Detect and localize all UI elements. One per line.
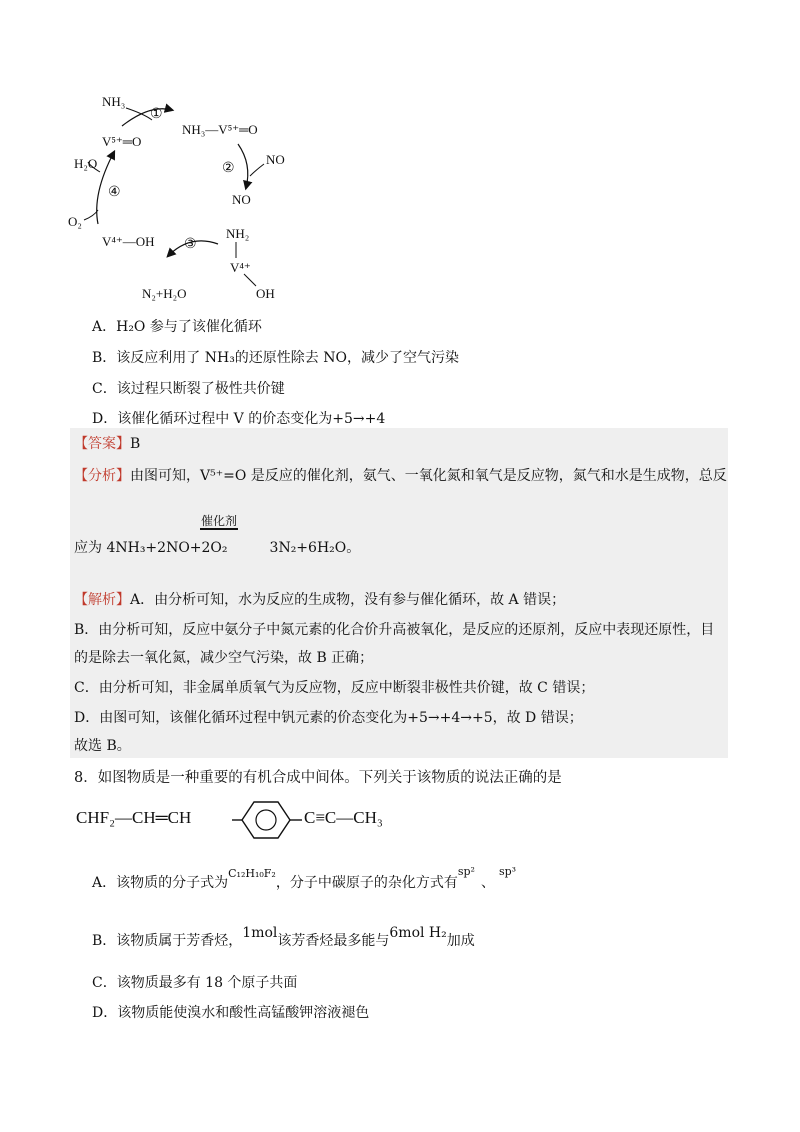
step2-label: ② [222,161,235,176]
q8-a-mid: ，分子中碳原子的杂化方式有 [275,875,458,891]
explain-line-b1: B．由分析可知，反应中氨分子中氮元素的化合价升高被氧化，是反应的还原剂，反应中表现还原性，目 [74,622,715,638]
arrow-nh3-in [126,108,152,120]
answer-value: B [130,436,141,452]
q8-b-mid: 该芳香烃最多能与 [277,933,390,949]
q7-option-b: B．该反应利用了 NH₃的还原性除去 NO，减少了空气污染 [92,350,459,366]
step4-label: ④ [108,185,121,200]
formula-right: C≡C—CH₃ [304,808,383,827]
arrow-no-in [250,164,264,176]
analysis-equation-left: 应为 4NH₃+2NO+2O₂ [74,540,228,556]
v4-node: V⁴⁺ [230,260,251,275]
q8-option-b [92,925,475,950]
q8-option-c: C．该物质最多有 18 个原子共面 [92,975,298,991]
step1-label: ① [150,107,163,122]
arrow-o2-in [84,210,98,220]
explain-line-b2: 的是除去一氧化氮，减少空气污染，故 B 正确； [74,650,374,666]
analysis-line-2 [74,538,360,558]
analysis-equation-right: 3N₂+6H₂O。 [269,540,361,556]
n2-h2o-product: N₂+H₂O [142,286,187,301]
q7-option-c: C．该过程只断裂了极性共价键 [92,381,285,397]
no-reactant: NO [266,152,285,167]
explain-line-d: D．由图可知，该催化循环过程中钒元素的价态变化为+5→+4→+5，故 D 错误； [74,710,583,726]
answer-line [74,434,140,454]
q7-option-d: D．该催化循环过程中 V 的价态变化为+5→+4 [92,411,386,427]
bond-v4-oh [244,274,256,286]
catalytic-cycle-diagram [60,86,320,308]
q8-b-prefix: B．该物质属于芳香烃， [92,933,243,949]
oh-node: OH [256,286,275,301]
q7-option-a: A．H₂O 参与了该催化循环 [92,319,262,335]
q8-a-sep: 、 [480,875,495,891]
conclusion-line: 故选 B。 [74,738,131,754]
q8-b-post: 加成 [446,933,475,949]
q8-a-formula: C₁₂H₁₀F₂ [228,867,276,880]
no-node: NO [232,192,251,207]
q8-option-a [92,865,517,892]
q8-a-sp3: sp³ [498,865,517,878]
nh3-v5-o-species: NH₃—V⁵⁺═O [182,122,258,137]
explain-a-text: A．由分析可知，水为反应的生成物，没有参与催化循环，故 A 错误； [130,592,566,608]
analysis-line-1 [74,466,727,486]
o2-reactant: O₂ [68,214,82,229]
v5-o-species: V⁵⁺═O [102,134,142,149]
explain-line-c: C．由分析可知，非金属单质氧气为反应物，反应中断裂非极性共价键，故 C 错误； [74,680,595,696]
q8-b-mol: 1mol [242,925,278,941]
explain-line-a [74,590,565,610]
benzene-ring-icon [232,798,302,842]
nh2-node: NH₂ [226,226,250,241]
answer-label: 【答案】 [74,436,130,452]
v4-oh-species: V⁴⁺—OH [102,234,155,249]
q8-structural-formula [76,808,191,828]
q8-a-sp2: sp² [457,865,475,878]
nh3-reactant: NH₃ [102,94,126,109]
q8-option-d: D．该物质能使溴水和酸性高锰酸钾溶液褪色 [92,1005,370,1021]
step3-label: ③ [184,237,197,252]
h2o-product: H₂O [74,156,98,171]
q8-stem: 8．如图物质是一种重要的有机合成中间体。下列关于该物质的说法正确的是 [74,770,562,786]
analysis-label: 【分析】 [74,468,130,484]
q8-b-h2: 6mol H₂ [389,925,447,941]
explain-label: 【解析】 [74,592,130,608]
formula-left: CHF₂—CH═CH [76,808,192,827]
catalyst-condition: 催化剂 [201,514,238,528]
analysis-text-1: 由图可知，V⁵⁺=O 是反应的催化剂，氨气、一氧化氮和氧气是反应物，氮气和水是生成物，总反 [130,468,727,484]
q8-a-prefix: A．该物质的分子式为 [92,875,229,891]
arrow-step2 [238,144,248,188]
